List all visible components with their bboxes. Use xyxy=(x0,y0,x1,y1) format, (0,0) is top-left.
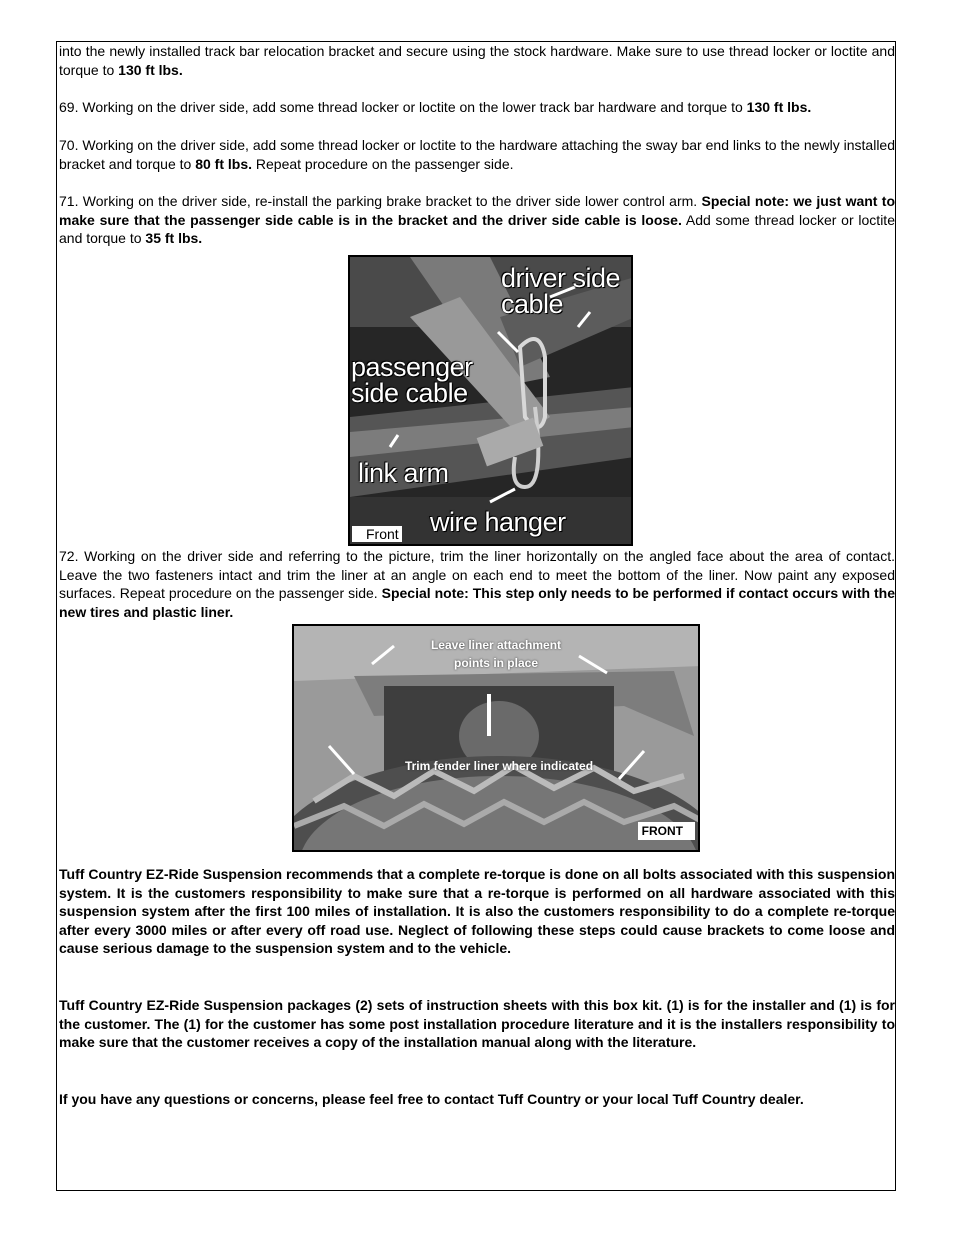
trim-liner-label: Trim fender liner where indicated xyxy=(404,759,594,773)
passenger-side-cable-label: passenger side cable xyxy=(351,352,473,408)
front-direction-tag: FRONT xyxy=(638,822,695,840)
retorque-notice: Tuff Country EZ-Ride Suspension recommends that a complete re-torque is done on all bolts associated with this suspension system. It is the customers responsibility to make sure that a re-torque is performed on all hardware associated with this suspension system after the first 100 miles of installation. It is also the customers responsibility to do a complete re-torque after every 3000 miles or after every off road use. Neglect of following these steps could cause brackets to come loose and cause serious damage to the suspension system and to the vehicle. xyxy=(59,866,895,957)
step-70: 70. Working on the driver side, add some thread locker or loctite to the hardware attaching the sway bar end links to the newly installed bracket and torque to 80 ft lbs. Repeat procedure on the passenger side. xyxy=(59,137,895,172)
step-72: 72. Working on the driver side and referring to the picture, trim the liner horizontally on the angled face about the area of contact. Leave the two fasteners intact and trim the liner at an angle on each end to meet the bottom of the liner. Now paint any exposed surfaces. Repeat procedure on the passenger side. Special note: This step only needs to be performed if contact occurs with the new tires and plastic liner. xyxy=(59,548,896,620)
parking-brake-photo xyxy=(348,255,633,546)
fender-liner-photo xyxy=(292,624,700,852)
step-68-continued: into the newly installed track bar relocation bracket and secure using the stock hardware. Make sure to use thread locker or loctite and torque to 130 ft lbs. xyxy=(59,43,895,78)
step-71: 71. Working on the driver side, re-install the parking brake bracket to the driver side lower control arm. Special note: we just want to make sure that the passenger side cable is in the bracket and the driver side cable is loose. Add some thread locker or loctite and torque to 35 ft lbs. xyxy=(59,193,896,247)
wire-hanger-label: wire hanger xyxy=(430,507,566,537)
instruction-sheets-notice: Tuff Country EZ-Ride Suspension packages (2) sets of instruction sheets with this box kit. (1) is for the installer and (1) is for the customer. The (1) for the customer has some post installation procedure literature and it is the installers responsibility to make sure that the customer receives a copy of the installation manual along with the literature. xyxy=(59,997,895,1051)
link-arm-label: link arm xyxy=(358,458,449,488)
front-direction-tag: Front xyxy=(352,526,402,542)
step-69: 69. Working on the driver side, add some thread locker or loctite on the lower track bar hardware and torque to 130 ft lbs. xyxy=(59,99,812,115)
contact-notice: If you have any questions or concerns, please feel free to contact Tuff Country or your local Tuff Country dealer. xyxy=(59,1091,804,1107)
leave-attachment-label: Leave liner attachment points in place xyxy=(430,638,562,670)
driver-side-cable-label: driver side cable xyxy=(501,263,621,319)
